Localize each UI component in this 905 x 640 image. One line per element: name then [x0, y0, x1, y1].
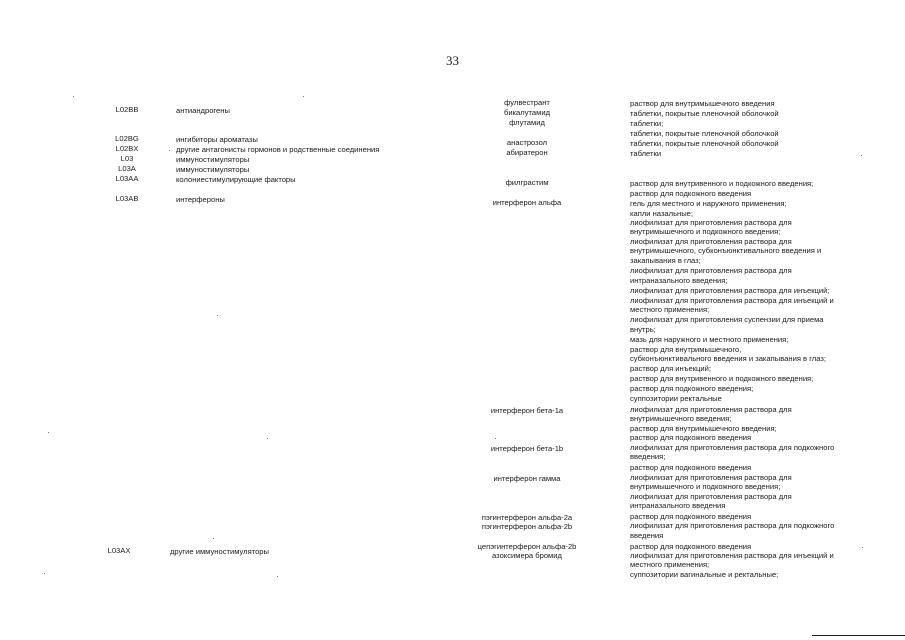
dosage-form: лиофилизат для приготовления раствора для инъекций; — [630, 286, 830, 295]
group-name: интерфероны — [176, 195, 225, 204]
dosage-form: капли назальные; — [630, 209, 694, 218]
dosage-form: введения; — [630, 452, 666, 461]
drug-name: пэгинтерферон альфа-2b — [481, 522, 573, 531]
drug-name: флутамид — [509, 118, 545, 127]
atc-code: L03 — [120, 154, 134, 163]
dosage-form: раствор для подкожного введения — [630, 189, 752, 198]
dosage-form: суппозитории ректальные — [630, 394, 722, 403]
scan-edge-line — [812, 635, 905, 636]
dosage-form: лиофилизат для приготовления раствора для инъекций и — [630, 551, 834, 560]
dosage-form: лиофилизат для приготовления раствора для инъекций и — [630, 296, 834, 305]
drug-name: интерферон альфа — [492, 198, 562, 207]
drug-name: пэгинтерферон альфа-2a — [481, 513, 573, 522]
scan-speck — [861, 155, 862, 156]
scan-speck — [303, 96, 304, 97]
dosage-form: таблетки, покрытые пленочной оболочкой — [630, 109, 779, 118]
drug-name: цепэгинтерферон альфа-2b — [477, 542, 577, 551]
scan-speck — [267, 438, 268, 439]
dosage-form: местного применения; — [630, 305, 710, 314]
dosage-form: лиофилизат для приготовления раствора для — [630, 237, 792, 246]
scan-speck — [217, 315, 218, 316]
drug-name: интерферон бета-1a — [490, 406, 564, 415]
drug-name: интерферон бета-1b — [490, 444, 564, 453]
dosage-form: таблетки — [630, 149, 662, 158]
group-name: ингибиторы ароматазы — [176, 135, 258, 144]
atc-code: L03AA — [115, 174, 139, 183]
dosage-form: внутримышечного, субконъюнктивального введения и — [630, 246, 822, 255]
drug-name: азоксимера бромид — [492, 551, 562, 560]
dosage-form: лиофилизат для приготовления раствора для — [630, 218, 792, 227]
scan-speck — [169, 150, 170, 151]
dosage-form: раствор для подкожного введения; — [630, 384, 754, 393]
dosage-form: внутримышечного и подкожного введения; — [630, 482, 781, 491]
drug-name: интерферон гамма — [493, 474, 561, 483]
atc-code: L02BG — [115, 134, 139, 143]
group-name: колониестимулирующие факторы — [176, 175, 296, 184]
dosage-form: закапывания в глаз; — [630, 256, 701, 265]
atc-code: L02BB — [115, 105, 139, 114]
dosage-form: лиофилизат для приготовления раствора для — [630, 266, 792, 275]
dosage-form: раствор для подкожного введения — [630, 512, 752, 521]
scan-speck — [495, 438, 496, 439]
group-name: другие иммуностимуляторы — [170, 547, 269, 556]
drug-name: анастрозол — [506, 138, 548, 147]
dosage-form: суппозитории вагинальные и ректальные; — [630, 570, 779, 579]
scan-speck — [48, 432, 49, 433]
dosage-form: внутримышечного и подкожного введения; — [630, 227, 781, 236]
dosage-form: лиофилизат для приготовления раствора для — [630, 473, 792, 482]
group-name: иммуностимуляторы — [176, 165, 250, 174]
atc-code: L03AB — [115, 194, 139, 203]
dosage-form: лиофилизат для приготовления раствора для подкожного — [630, 443, 835, 452]
scan-speck — [213, 538, 214, 539]
dosage-form: раствор для внутримышечного введения; — [630, 424, 777, 433]
dosage-form: внутрь; — [630, 325, 656, 334]
dosage-form: местного применения; — [630, 560, 710, 569]
dosage-form: внутримышечного введения; — [630, 414, 732, 423]
dosage-form: мазь для наружного и местного применения; — [630, 335, 789, 344]
dosage-form: раствор для подкожного введения — [630, 463, 752, 472]
dosage-form: введения — [630, 531, 664, 540]
drug-name: фулвестрант — [504, 98, 550, 107]
dosage-form: лиофилизат для приготовления раствора для — [630, 405, 792, 414]
atc-code: L03AX — [107, 546, 131, 555]
dosage-form: лиофилизат для приготовления суспензии для приема — [630, 315, 824, 324]
dosage-form: таблетки, покрытые пленочной оболочкой — [630, 139, 779, 148]
dosage-form: раствор для внутримышечного, — [630, 345, 742, 354]
dosage-form: раствор для внутримышечного введения — [630, 99, 775, 108]
dosage-form: раствор для внутривенного и подкожного введения; — [630, 179, 814, 188]
drug-name: бикалутамид — [503, 108, 551, 117]
dosage-form: раствор для внутривенного и подкожного введения; — [630, 374, 814, 383]
dosage-form: раствор для подкожного введения — [630, 542, 752, 551]
group-name: антиандрогены — [176, 106, 230, 115]
scan-speck — [73, 96, 74, 97]
dosage-form: лиофилизат для приготовления раствора для — [630, 492, 792, 501]
group-name: иммуностимуляторы — [176, 155, 250, 164]
dosage-form: таблетки, покрытые пленочной оболочкой — [630, 129, 779, 138]
scan-speck — [44, 573, 45, 574]
page-number: 33 — [446, 53, 459, 68]
dosage-form: таблетки; — [630, 119, 664, 128]
drug-name: филграстим — [505, 178, 549, 187]
atc-code: L03A — [118, 164, 136, 173]
scan-speck — [862, 547, 863, 548]
dosage-form: субконъюнктивального введения и закапывания в глаз; — [630, 354, 826, 363]
dosage-form: интраназального введения — [630, 501, 726, 510]
dosage-form: раствор для инъекций; — [630, 364, 711, 373]
drug-name: абиратерон — [506, 148, 548, 157]
dosage-form: лиофилизат для приготовления раствора для подкожного — [630, 521, 835, 530]
atc-code: L02BX — [115, 144, 139, 153]
dosage-form: интраназального введения; — [630, 276, 728, 285]
dosage-form: раствор для подкожного введения — [630, 433, 752, 442]
group-name: другие антагонисты гормонов и родственные соединения — [176, 145, 380, 154]
dosage-form: гель для местного и наружного применения; — [630, 199, 787, 208]
scan-speck — [277, 576, 278, 577]
